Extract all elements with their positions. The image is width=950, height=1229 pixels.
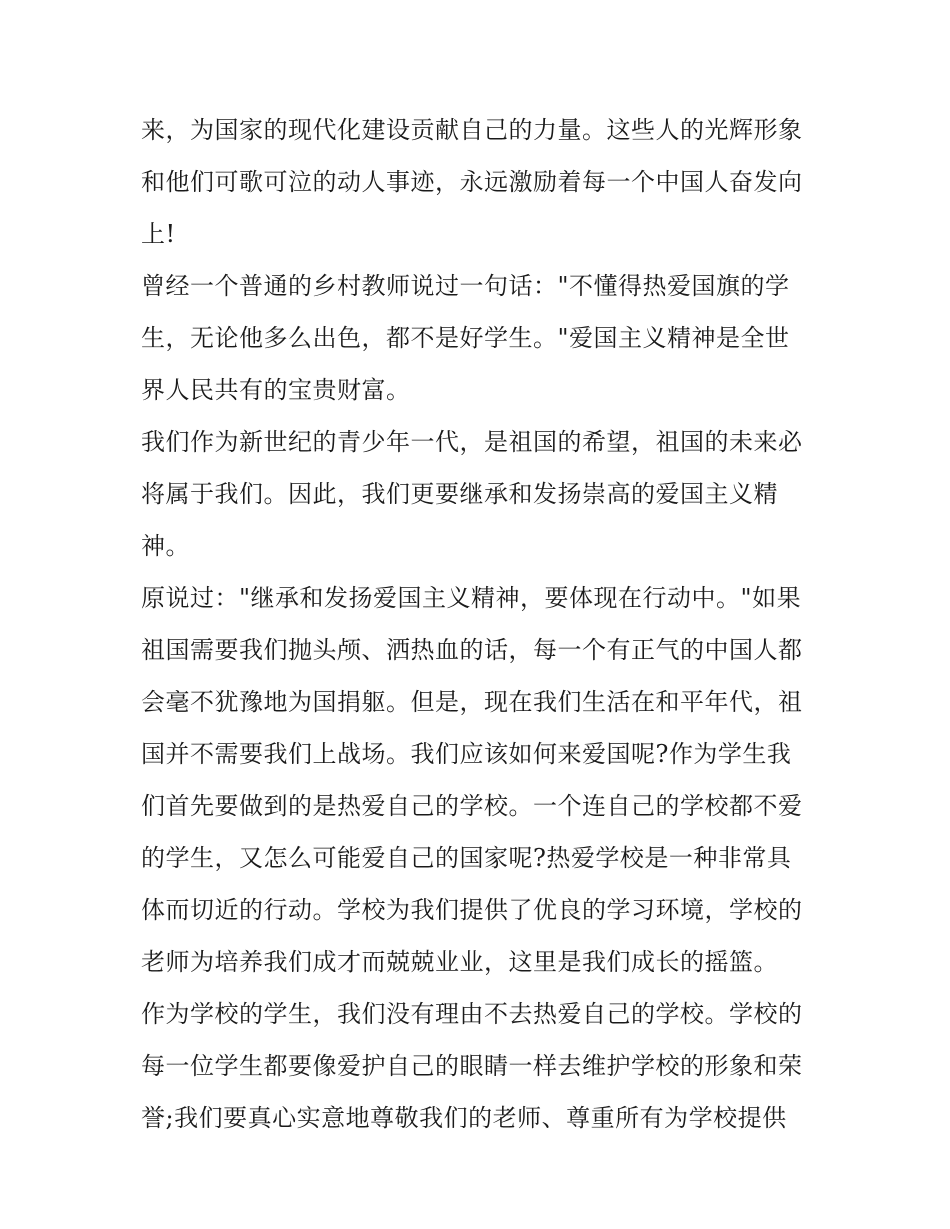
text-line: 的学生，又怎么可能爱自己的国家呢?热爱学校是一种非常具 [141, 844, 792, 872]
text-line: 作为学校的学生，我们没有理由不去热爱自己的学校。学校的 [141, 1000, 803, 1028]
text-line: 们首先要做到的是热爱自己的学校。一个连自己的学校都不爱 [141, 792, 803, 820]
body-text [141, 104, 821, 1144]
text-line: 每一位学生都要像爱护自己的眼睛一样去维护学校的形象和荣 [141, 1052, 803, 1080]
text-line: 生，无论他多么出色，都不是好学生。"爱国主义精神是全世 [141, 324, 790, 352]
text-line: 上! [141, 220, 176, 248]
text-line: 我们作为新世纪的青少年一代，是祖国的希望，祖国的未来必 [141, 428, 803, 456]
text-line: 会毫不犹豫地为国捐躯。但是，现在我们生活在和平年代，祖 [141, 688, 803, 716]
text-line: 将属于我们。因此，我们更要继承和发扬崇高的爱国主义精 [141, 480, 778, 508]
text-line: 曾经一个普通的乡村教师说过一句话："不懂得热爱国旗的学 [141, 272, 790, 300]
text-line: 界人民共有的宝贵财富。 [141, 376, 411, 404]
text-line: 和他们可歌可泣的动人事迹，永远激励着每一个中国人奋发向 [141, 168, 803, 196]
text-line: 来，为国家的现代化建设贡献自己的力量。这些人的光辉形象 [141, 116, 803, 144]
text-line: 体而切近的行动。学校为我们提供了优良的学习环境，学校的 [141, 896, 803, 924]
text-line: 神。 [141, 532, 190, 560]
text-line: 老师为培养我们成才而兢兢业业，这里是我们成长的摇篮。 [141, 948, 778, 976]
text-line: 祖国需要我们抛头颅、洒热血的话，每一个有正气的中国人都 [141, 636, 803, 664]
text-line: 原说过："继承和发扬爱国主义精神，要体现在行动中。"如果 [141, 584, 802, 612]
text-line: 国并不需要我们上战场。我们应该如何来爱国呢?作为学生我 [141, 740, 792, 768]
text-line: 誉;我们要真心实意地尊敬我们的老师、尊重所有为学校提供 [141, 1104, 787, 1132]
